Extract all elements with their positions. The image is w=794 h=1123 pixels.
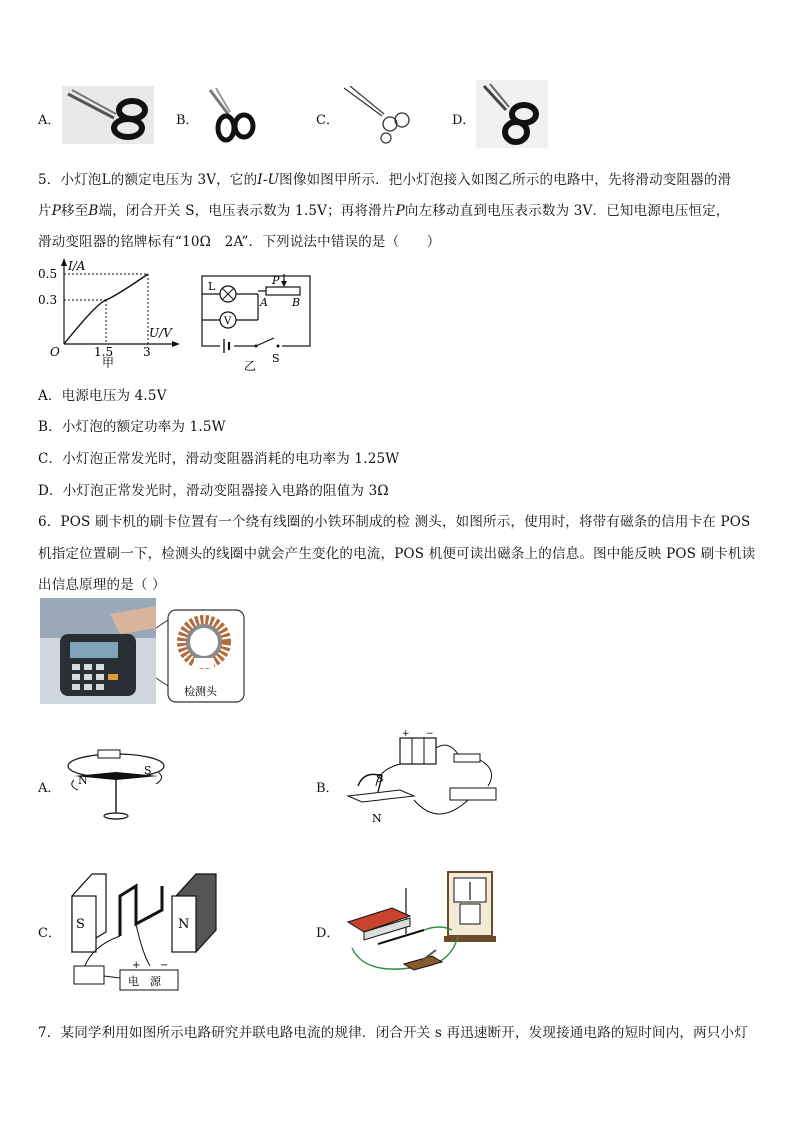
graph-y-tick-05: 0.5 — [38, 267, 58, 281]
q5-stem-line3: 滑动变阻器的铭牌标有“10Ω 2A”．下列说法中错误的是（ ） — [38, 234, 441, 250]
q5-stem-line1: 5．小灯泡L的额定电压为 3V，它的I-U图像如图甲所示．把小灯泡接入如图乙所示的电路中，先将滑动变阻器的滑 — [38, 172, 732, 188]
knife-switch-icon — [404, 956, 442, 970]
scissors-c-image — [340, 86, 415, 146]
graph-x-axis-label: U/V — [149, 326, 172, 340]
q5-option-c: C．小灯泡正常发光时，滑动变阻器消耗的电功率为 1.25W — [38, 451, 400, 467]
svg-text:P: P — [272, 274, 280, 287]
iu-graph — [36, 256, 186, 368]
svg-text:A: A — [260, 296, 268, 309]
q6-stem-line1: 6．POS 刷卡机的刷卡位置有一个绕有线圈的小铁环制成的检 测头，如图所示，使用时，将带有磁条的信用卡在 POS — [38, 514, 751, 530]
galvanometer-induction-figure — [340, 864, 500, 994]
svg-text:电 源: 电 源 — [128, 975, 161, 988]
q4-option-b-label: B． — [176, 113, 199, 128]
graph-y-axis-label: I/A — [68, 259, 86, 273]
circuit-caption: 乙 — [244, 359, 257, 372]
graph-y-tick-03: 0.3 — [38, 293, 58, 307]
q5-option-d: D．小灯泡正常发光时，滑动变阻器接入电路的阻值为 3Ω — [38, 483, 389, 499]
rheostat-icon — [450, 788, 496, 800]
svg-text:L: L — [208, 280, 216, 293]
svg-text:+: + — [132, 960, 141, 971]
switch-icon — [454, 754, 480, 762]
svg-text:−: − — [426, 730, 434, 739]
svg-text:N: N — [178, 917, 190, 932]
svg-text:N: N — [78, 774, 88, 787]
q5-stem-line2: 片P移至B端，闭合开关 S，电压表示数为 1.5V；再将滑片P向左移动直到电压表示数为 3V．已知电源电压恒定， — [38, 203, 730, 219]
scissors-b-image — [200, 86, 260, 146]
detector-label: 检测头 — [184, 685, 217, 698]
svg-text:−: − — [160, 960, 169, 971]
q6-stem-line3: 出信息原理的是（ ） — [38, 577, 166, 593]
graph-origin: O — [50, 345, 60, 359]
motor-coil-figure — [62, 866, 222, 998]
rheostat-icon — [266, 287, 300, 295]
battery-pack-icon — [400, 738, 436, 764]
svg-text:S: S — [376, 772, 384, 785]
q5-option-a: A．电源电压为 4.5V — [38, 388, 167, 404]
svg-text:N: N — [372, 812, 382, 825]
pos-machine-figure — [40, 598, 246, 706]
q6-option-b-label: B． — [316, 781, 339, 796]
q4-option-d-label: D． — [452, 113, 476, 128]
svg-text:+: + — [402, 730, 410, 739]
q4-option-c-label: C． — [316, 113, 339, 128]
svg-text:B: B — [292, 296, 301, 309]
coil-icon — [120, 886, 162, 936]
q6-stem-line2: 机指定位置刷一下，检测头的线圈中就会产生变化的电流，POS 机便可读出磁条上的信息。图中能反映 POS 刷卡机读 — [38, 546, 756, 562]
q5-option-b: B．小灯泡的额定功率为 1.5W — [38, 419, 226, 435]
svg-text:V: V — [224, 316, 232, 327]
q6-option-c-label: C． — [38, 926, 61, 941]
graph-caption: 甲 — [102, 356, 115, 368]
scissors-d-image — [476, 80, 548, 148]
svg-text:S: S — [144, 764, 152, 777]
oersted-experiment-figure — [62, 740, 172, 824]
switch-icon — [74, 966, 104, 984]
q6-option-d-label: D． — [316, 926, 340, 941]
q4-option-a-label: A． — [38, 113, 61, 128]
svg-text:S: S — [272, 352, 280, 365]
circuit-diagram — [192, 268, 322, 372]
graph-x-tick-15: 1.5 — [94, 345, 114, 359]
q7-stem-line1: 7．某同学利用如图所示电路研究并联电路电流的规律．闭合开关 s 再迅速断开，发现接通电路的短时间内，两只小灯 — [38, 1025, 748, 1041]
graph-x-tick-3: 3 — [143, 345, 151, 359]
q6-option-a-label: A． — [38, 781, 61, 796]
svg-text:S: S — [76, 917, 85, 932]
motor-rail-figure — [338, 730, 508, 830]
scissors-a-image — [62, 86, 154, 144]
